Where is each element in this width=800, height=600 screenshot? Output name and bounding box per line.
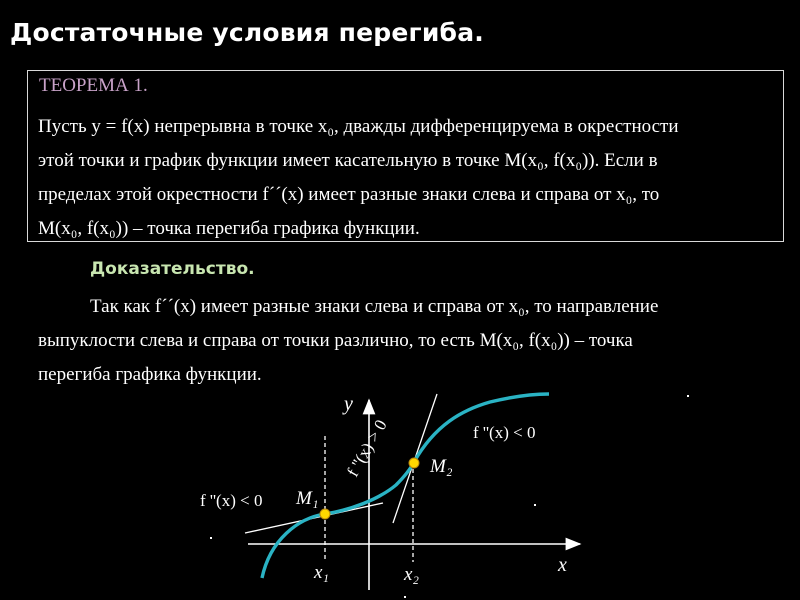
page-title-text: Достаточные условия перегиба	[10, 18, 475, 47]
theorem-line-3: пределах этой окрестности f´´(x) имеет разные знаки слева и справа от x₀, то	[38, 184, 660, 205]
stray-dot-1	[687, 395, 689, 397]
point-m2	[409, 458, 419, 468]
page-title-dot: .	[474, 18, 484, 47]
m2-label: M₂	[430, 456, 453, 477]
x2-label: x₂	[404, 564, 420, 585]
stray-dot-2	[534, 504, 536, 506]
theorem-line-4: M(x₀, f(x₀)) – точка перегиба графика функции.	[38, 218, 420, 239]
middle-condition-label: f ''(x) > 0	[343, 416, 391, 480]
stray-dot-4	[404, 596, 406, 598]
proof-heading: Доказательство.	[90, 259, 255, 279]
right-condition-label: f ''(x) < 0	[473, 423, 536, 442]
point-m1	[320, 509, 330, 519]
theorem-line-1: Пусть y = f(x) непрерывна в точке x₀, дважды дифференцируема в окрестности	[38, 116, 679, 137]
theorem-line-2: этой точки и график функции имеет касательную в точке M(x₀, f(x₀)). Если в	[38, 150, 658, 171]
proof-line-1: Так как f´´(x) имеет разные знаки слева и справа от x₀, то направление	[90, 296, 659, 317]
proof-line-2: выпуклости слева и справа от точки различно, то есть M(x₀, f(x₀)) – точка	[38, 330, 633, 351]
stray-dot-3	[210, 537, 212, 539]
y-axis-label: y	[344, 393, 353, 415]
theorem-heading: ТЕОРЕМА 1.	[39, 75, 148, 96]
proof-line-3: перегиба графика функции.	[38, 364, 262, 385]
x-axis-label: x	[558, 554, 567, 576]
left-condition-label: f ''(x) < 0	[200, 491, 263, 510]
m1-label: M₁	[296, 488, 319, 509]
x1-label: x₁	[314, 562, 330, 583]
